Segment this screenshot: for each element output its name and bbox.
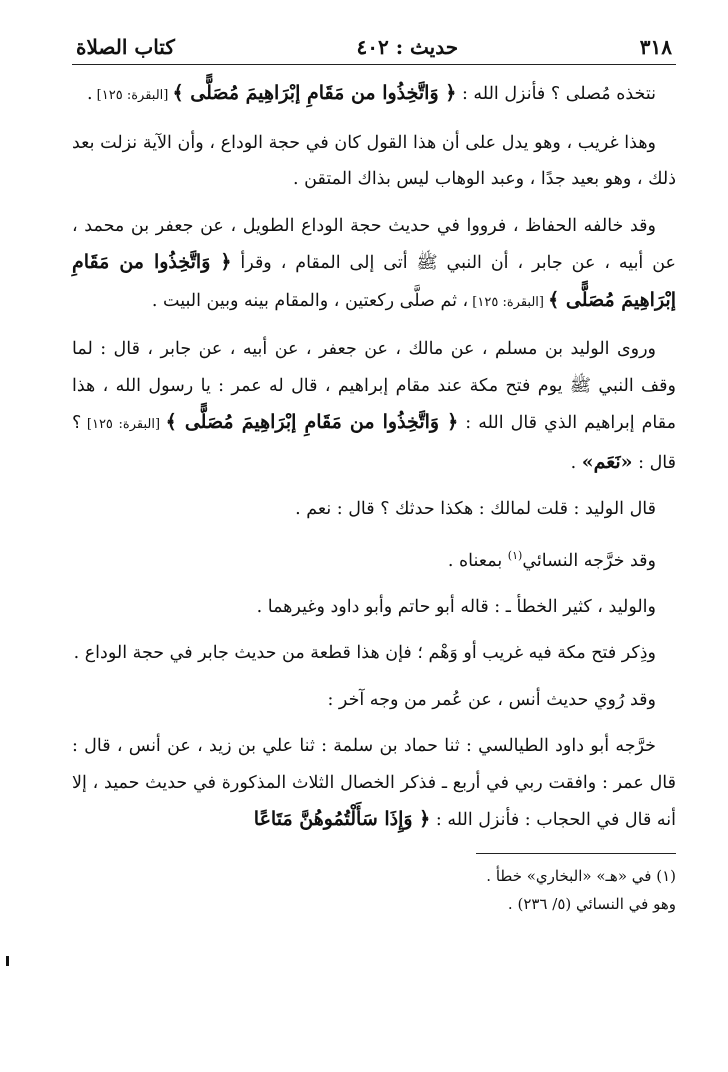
running-header (72, 34, 676, 65)
main-text (72, 75, 676, 839)
footnotes (72, 862, 676, 918)
quran-quote: ﴿ وَاتَّخِذُوا من مَقَامِ إبْرَاهِيمَ مُصَلًّى ﴾ (72, 251, 676, 311)
footnote-separator (476, 853, 676, 854)
paragraph (72, 635, 676, 672)
quran-quote: «نَعَم» (581, 450, 633, 473)
footnote-line: وهو في النسائي (٥/ ٢٣٦) . (507, 894, 676, 913)
margin-mark (6, 956, 9, 966)
page-number: ٣١٨ (639, 35, 672, 59)
paragraph (72, 728, 676, 839)
paragraph-text: ، ثم صلَّى ركعتين ، والمقام بينه وبين البيت . (151, 290, 469, 311)
paragraph (72, 589, 676, 626)
paragraph (72, 75, 676, 115)
footnote-marker: (١) (507, 548, 523, 562)
paragraph-text: نتخذه مُصلى ؟ فأنزل الله : (456, 84, 656, 104)
quran-quote: ﴿ وَاتَّخِذُوا من مَقَامِ إبْرَاهِيمَ مُصَلًّى ﴾ (165, 411, 459, 433)
quran-quote: ﴿ وَإِذَا سَأَلْتُمُوهُنَّ مَتَاعًا (253, 808, 431, 831)
paragraph-text: ؟ قال : (72, 413, 676, 473)
verse-reference: [البقرة: ١٢٥] (468, 294, 549, 310)
paragraph (72, 538, 676, 579)
document-page (72, 34, 676, 918)
verse-reference: [البقرة: ١٢٥] (92, 88, 173, 103)
paragraph-text: وهذا غريب ، وهو يدل على أن هذا القول كان في حجة الوداع ، وأن الآية نزلت بعد ذلك ، وهو بعيد جدًا ، وعبد الوهاب ليس بذاك المتقن . (72, 132, 676, 189)
quran-quote: ﴿ وَاتَّخِذُوا من مَقَامِ إبْرَاهِيمَ مُصَلًّى ﴾ (172, 82, 457, 104)
paragraph-text: وروى الوليد بن مسلم ، عن مالك ، عن جعفر ، عن أبيه ، عن جابر ، قال : لما وقف النبي ﷺ يوم فتح مكة عند مقام إبراهيم ، قال له عمر : يا رسول الله ، هذا مقام إبراهيم الذي قال الله : (72, 339, 676, 433)
paragraph-text: خرَّجه أبو داود الطيالسي : ثنا حماد بن سلمة : ثنا علي بن زيد ، عن أنس ، قال : قال عمر : وافقت ربي في أربع ـ فذكر الخصال الثلاث المذكورة في حديث حميد ، إلا أنه قال في الحجاب : فأنزل الله : (72, 736, 676, 831)
paragraph-text: وقد خرَّجه النسائي (522, 550, 656, 571)
paragraph-text: قال الوليد : قلت لمالك : هكذا حدثك ؟ قال : نعم . (295, 499, 656, 519)
verse-reference: [البقرة: ١٢٥] (81, 417, 166, 432)
footnote-line: (١) في «هـ» «البخاري» خطأ . (486, 866, 676, 885)
paragraph-text: . (86, 84, 93, 104)
paragraph-text: . (570, 452, 582, 473)
paragraph (72, 331, 676, 481)
paragraph (72, 682, 676, 719)
paragraph-text: وقد رُوي حديث أنس ، عن عُمر من وجه آخر : (327, 689, 656, 710)
paragraph-text: وقد خالفه الحفاظ ، فرووا في حديث حجة الوداع الطويل ، عن جعفر بن محمد ، عن أبيه ، عن جابر ، أن النبي ﷺ أتى إلى المقام ، وقرأ (72, 215, 676, 273)
paragraph-text: بمعناه . (447, 550, 508, 571)
book-title: كتاب الصلاة (76, 35, 175, 59)
paragraph (72, 491, 676, 528)
paragraph (72, 125, 676, 198)
paragraph-text: وذِكر فتح مكة فيه غريب أو وَهْم ؛ فإن هذا قطعة من حديث جابر في حجة الوداع . (73, 643, 656, 664)
hadith-number: حديث : ٤٠٢ (356, 35, 459, 59)
paragraph-text: والوليد ، كثير الخطأ ـ : قاله أبو حاتم وأبو داود وغيرهما . (256, 596, 656, 617)
paragraph (72, 208, 676, 322)
